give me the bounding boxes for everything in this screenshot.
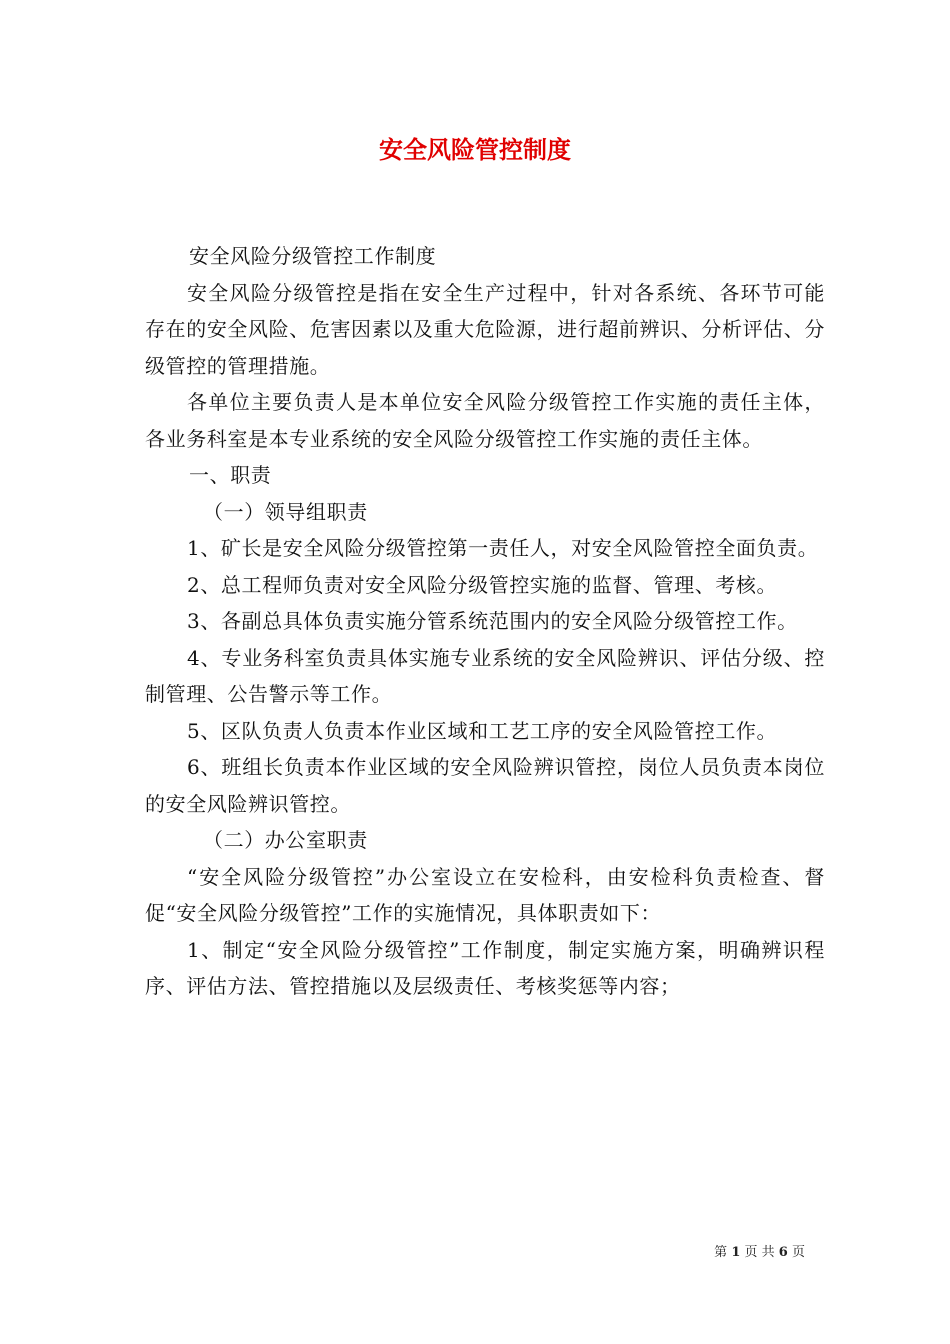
footer-middle: 页 共 [744,1245,775,1260]
footer-current-page: 1 [731,1245,741,1260]
document-body [145,238,825,1005]
paragraph: 各单位主要负责人是本单位安全风险分级管控工作实施的责任主体，各业务科室是本专业系统的安全风险分级管控工作实施的责任主体。 [145,390,825,451]
paragraph: 2、总工程师负责对安全风险分级管控实施的监督、管理、考核。 [187,572,778,597]
paragraph: 4、专业务科室负责具体实施专业系统的安全风险辨识、评估分级、控制管理、公告警示等工作。 [145,645,825,706]
page-footer [714,1244,805,1262]
footer-suffix: 页 [791,1245,805,1260]
paragraph: 5、区队负责人负责本作业区域和工艺工序的安全风险管控工作。 [187,718,778,743]
footer-total-pages: 6 [778,1245,788,1260]
paragraph: 安全风险分级管控是指在安全生产过程中，针对各系统、各环节可能存在的安全风险、危害因素以及重大危险源，进行超前辨识、分析评估、分级管控的管理措施。 [145,280,825,378]
paragraph: 安全风险分级管控工作制度 [189,244,437,268]
section-heading: 一、职责 [189,463,272,487]
paragraph: 3、各副总具体负责实施分管系统范围内的安全风险分级管控工作。 [187,609,798,633]
paragraph: “安全风险分级管控”办公室设立在安检科，由安检科负责检查、督促“安全风险分级管控”工作的实施情况，具体职责如下： [145,864,825,925]
footer-prefix: 第 [714,1245,728,1260]
paragraph: 1、制定“安全风险分级管控”工作制度，制定实施方案，明确辨识程序、评估方法、管控措施以及层级责任、考核奖惩等内容； [145,937,825,998]
subsection-heading: （二）办公室职责 [203,828,368,852]
paragraph: 1、矿长是安全风险分级管控第一责任人，对安全风险管控全面负责。 [187,536,819,560]
subsection-heading: （一）领导组职责 [203,499,368,524]
document-title: 安全风险管控制度 [379,135,571,164]
paragraph: 6、班组长负责本作业区域的安全风险辨识管控，岗位人员负责本岗位的安全风险辨识管控。 [145,755,825,816]
